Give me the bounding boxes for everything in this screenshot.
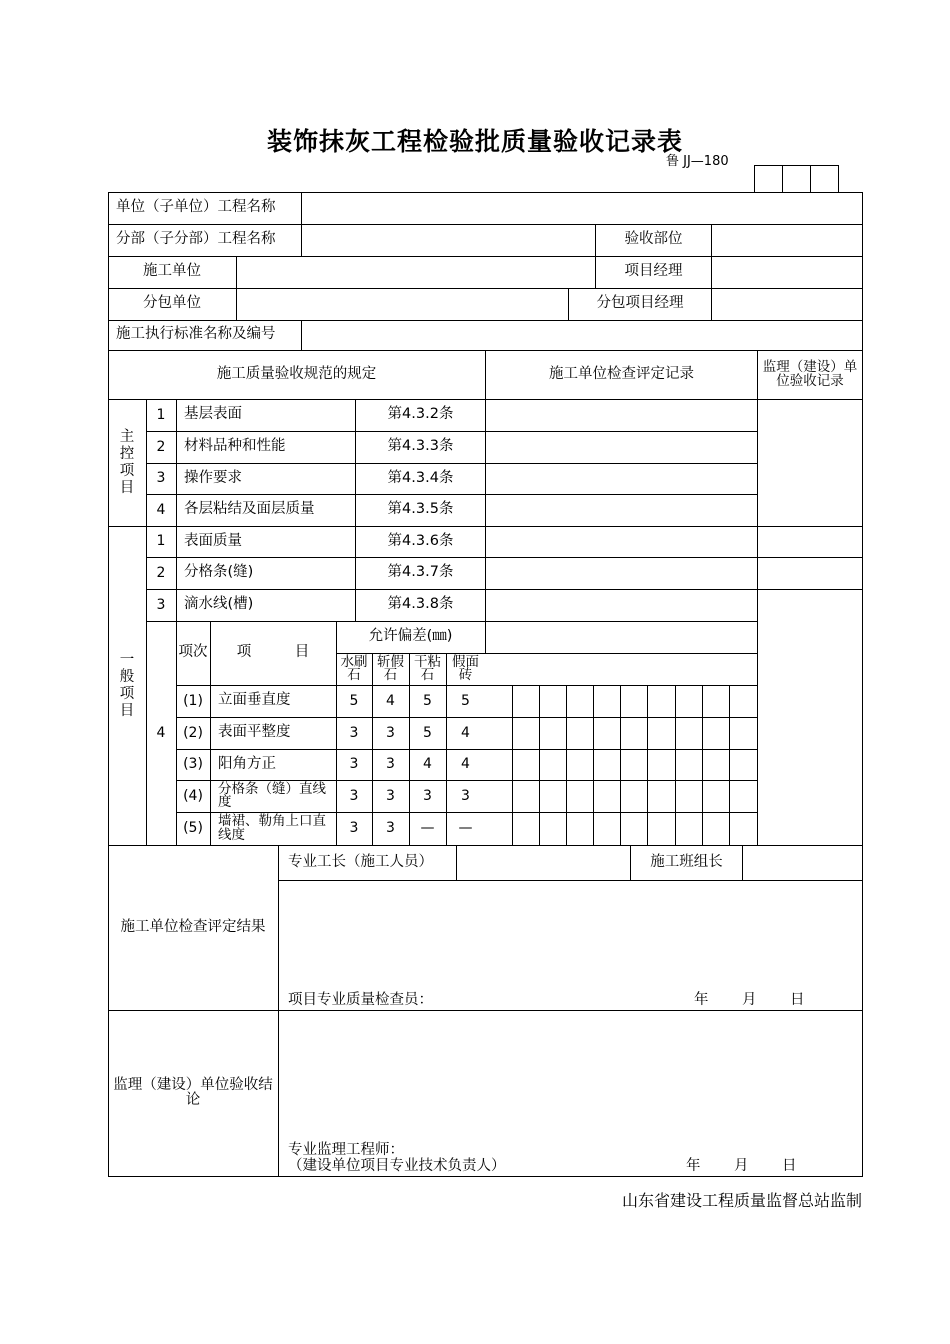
footer-text: 山东省建设工程质量监督总站监制 [621,1191,862,1210]
result-day: 日 [790,992,805,1009]
main-item-name: 操作要求 [184,469,242,486]
deviation-row-no: (4) [183,787,203,804]
deviation-header: 假面砖 [452,653,479,683]
conclusion-label: 监理（建设）单位验收结论 [113,1076,273,1108]
label-char: 目 [119,479,135,496]
grid-line [729,685,730,846]
deviation-value: 3 [386,820,395,837]
conclusion-day: 日 [782,1158,797,1175]
deviation-value: 3 [461,787,470,804]
main-item-clause: 第4.3.5条 [387,501,454,518]
deviation-row-name: 阳角方正 [218,755,276,772]
main-item-name: 材料品种和性能 [184,438,286,455]
deviation-row-name: 墙裙、勒角上口直线度 [218,813,326,843]
conclusion-month: 月 [734,1158,749,1175]
item4-no: 4 [156,724,166,741]
main-item-no: 4 [156,501,166,518]
deviation-row-name: 分格条（缝）直线度 [218,780,326,810]
supervision-column-header: 监理（建设）单位验收记录 [762,359,858,389]
deviation-value: 3 [349,787,359,804]
grid-line [742,845,743,881]
general-item-clause: 第4.3.7条 [387,564,454,581]
deviation-value: 3 [349,724,359,741]
grid-line [711,224,712,257]
deviation-value: 4 [386,692,395,709]
deviation-value: 5 [349,692,359,709]
general-item-no: 1 [156,533,166,550]
standard-name-label: 施工执行标准名称及编号 [116,326,276,343]
inspector-label: 项目专业质量检查员： [288,992,433,1009]
deviation-value: 5 [423,724,432,741]
unit-project-name-label: 单位（子单位）工程名称 [116,199,276,216]
main-item-no: 3 [156,470,166,487]
label-char: 一 [119,651,135,668]
grid-line [278,880,863,881]
deviation-value: 3 [386,787,395,804]
general-item-name: 分格条(缝) [184,564,254,581]
conclusion-year: 年 [686,1158,701,1175]
number-box[interactable] [810,165,839,193]
number-box[interactable] [754,165,783,193]
grid-line [301,192,302,225]
deviation-header: 斩假石 [377,653,404,683]
deviation-value: 5 [423,692,432,709]
deviation-title: 允许偏差(㎜) [368,628,453,645]
deviation-value: 3 [386,756,395,773]
foreman-label: 专业工长（施工人员） [288,853,433,870]
grid-line [236,256,237,289]
grid-line [539,685,540,846]
subcontract-manager-label: 分包项目经理 [596,295,684,312]
construction-unit-label: 施工单位 [143,263,201,280]
grid-line [566,685,567,846]
grid-line [278,845,279,1177]
deviation-value: 3 [423,787,432,804]
main-item-no: 1 [156,406,166,423]
deviation-header: 干粘石 [414,653,441,683]
deviation-value: 4 [423,756,432,773]
grid-line [702,685,703,846]
deviation-value: 3 [349,820,359,837]
label-char: 主 [119,428,135,445]
deviation-value: 3 [349,756,359,773]
owner-tech-label: （建设单位项目专业技术负责人） [288,1158,506,1175]
main-item-name: 基层表面 [184,406,242,423]
grid-line [236,288,237,321]
grid-line [757,399,758,846]
grid-line [593,685,594,846]
number-box[interactable] [782,165,811,193]
deviation-value: 4 [461,724,470,741]
deviation-header: 水刷石 [340,653,368,683]
label-char: 控 [119,445,135,462]
general-item-no: 2 [156,564,166,581]
grid-line [301,224,302,257]
engineer-label: 专业监理工程师： [288,1142,404,1159]
deviation-value: 5 [461,692,470,709]
general-item-no: 3 [156,596,166,613]
grid-line [456,845,457,881]
deviation-row-no: (2) [183,724,203,741]
result-label: 施工单位检查评定结果 [120,918,266,935]
grid-line [301,320,302,351]
form-code: 鲁 JJ—180 [666,154,729,169]
deviation-value: — [420,820,435,837]
grid-line [620,685,621,846]
main-item-name: 各层粘结及面层质量 [184,501,315,518]
subcontract-unit-label: 分包单位 [143,295,201,312]
grid-line [647,685,648,846]
main-item-clause: 第4.3.4条 [387,469,454,486]
deviation-row-name: 立面垂直度 [218,692,291,709]
number-boxes [755,165,839,193]
label-char: 目 [119,702,135,719]
deviation-row-no: (1) [183,692,203,709]
result-month: 月 [742,992,757,1009]
grid-line [711,256,712,289]
deviation-value: — [458,820,473,837]
general-item-clause: 第4.3.6条 [387,532,454,549]
general-label [108,526,146,845]
deviation-value: 4 [461,756,470,773]
general-item-name: 表面质量 [184,532,242,549]
grid-line [485,526,486,654]
check-record-column-header: 施工单位检查评定记录 [549,365,694,382]
grid-line [711,288,712,321]
grid-line [512,685,513,846]
acceptance-part-label: 验收部位 [624,231,683,248]
order-label: 项次 [178,644,208,661]
label-char: 般 [119,668,135,685]
label-char: 项 [119,462,135,479]
spec-column-header: 施工质量验收规范的规定 [216,365,377,382]
grid-line [862,192,863,1177]
deviation-row-no: (5) [183,820,203,837]
main-control-label [108,399,146,526]
deviation-row-no: (3) [183,756,203,773]
project-manager-label: 项目经理 [624,263,683,280]
grid-line [176,526,177,622]
main-item-no: 2 [156,438,166,455]
item-label: 项 目 [236,644,310,661]
general-item-clause: 第4.3.8条 [387,596,454,613]
label-char: 项 [119,685,135,702]
form-title: 装饰抹灰工程检验批质量验收记录表 [266,127,683,156]
grid-line [675,685,676,846]
main-item-clause: 第4.3.3条 [387,438,454,455]
deviation-value: 3 [386,724,395,741]
division-project-name-label: 分部（子分部）工程名称 [116,231,276,248]
team-leader-label: 施工班组长 [650,853,723,870]
general-item-name: 滴水线(槽) [184,596,254,613]
main-item-clause: 第4.3.2条 [387,406,454,423]
grid-line [108,1176,863,1177]
deviation-row-name: 表面平整度 [218,724,291,741]
result-year: 年 [694,992,709,1009]
